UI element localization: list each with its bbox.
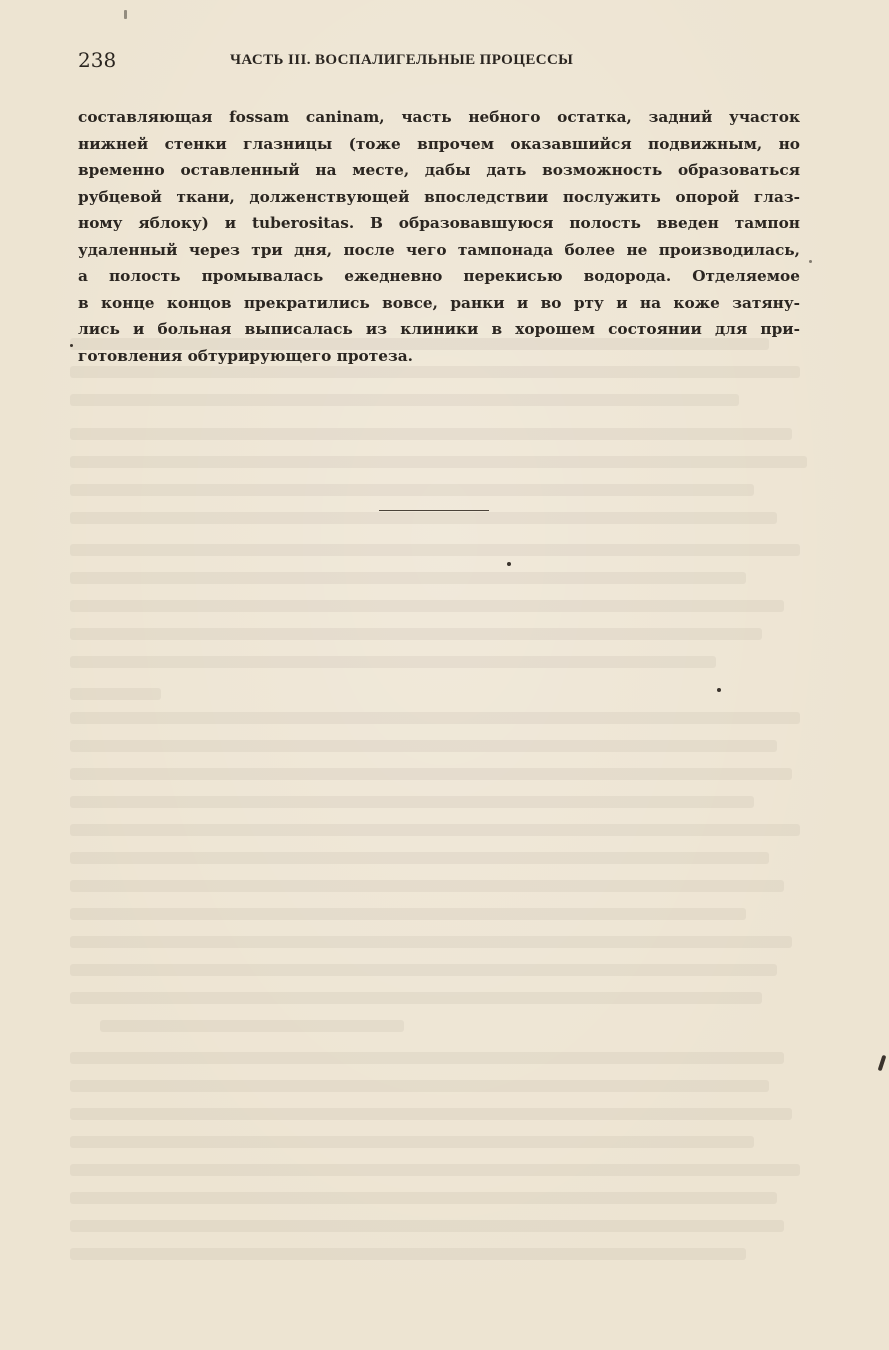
text-line: а полость промывалась ежедневно перекисью водорода. Отделяемое [78,267,800,285]
body-paragraph [78,104,800,369]
ink-speck [70,344,73,347]
bleed-through-texture [70,330,830,1330]
ink-speck [507,562,511,566]
text-line: готовления обтурирующего протеза. [78,346,413,365]
ink-speck [878,1055,887,1071]
ink-speck [717,688,721,692]
text-line: временно оставленный на месте, дабы дать возможность образоваться [78,161,800,179]
text-line: нижней стенки глазницы (тоже впрочем оказавшийся подвижным, но [78,134,800,153]
text-line: ному яблоку) и tuberositas. В образовавшуюся полость введен тампон [78,214,800,232]
running-head [78,48,800,78]
ink-speck [809,260,812,263]
section-title: ЧАСТЬ III. ВОСПАЛИГЕЛЬНЫЕ ПРОЦЕССЫ [230,52,574,68]
text-line: удаленный через три дня, после чего тампонада более не производилась, [78,240,800,259]
text-line: составляющая fossam caninam, часть небного остатка, задний участок [78,108,800,126]
ink-speck [124,10,127,19]
page-number: 238 [78,48,117,72]
section-divider [379,510,489,511]
text-line: рубцевой ткани, долженствующей впоследствии послужить опорой глаз- [78,187,800,206]
text-line: в конце концов прекратились вовсе, ранки и во рту и на коже затяну- [78,293,800,312]
text-line: лись и больная выписалась из клиники в хорошем состоянии для при- [78,320,800,338]
